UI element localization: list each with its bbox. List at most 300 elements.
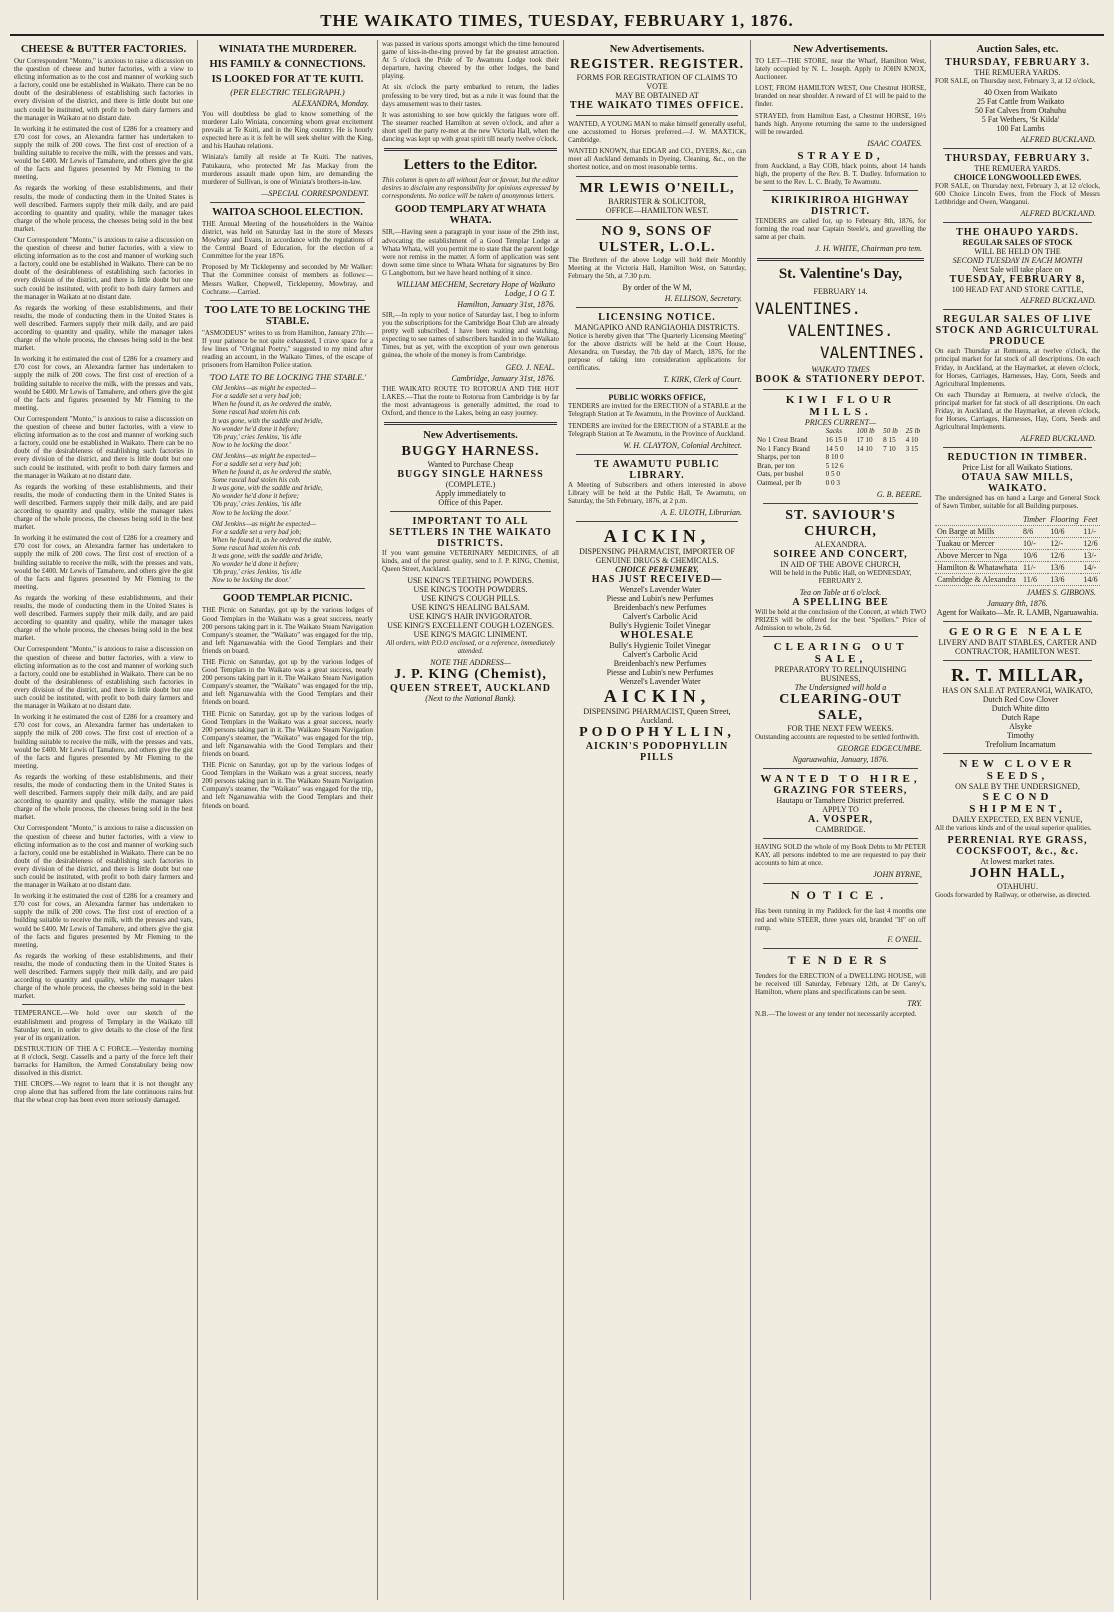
millar-list-item: Alsyke: [1009, 721, 1032, 731]
divider: [210, 300, 365, 301]
king-product-item: USE KING'S EXCELLENT COUGH LOZENGES.: [387, 621, 554, 631]
table-cell: Bran, per ton: [757, 461, 795, 470]
table-cell: [904, 462, 926, 471]
soiree-date: Will be held in the Public Hall, on WEDNESDAY, FEBRUARY 2.: [769, 568, 912, 585]
licensing-heading: LICENSING NOTICE.: [598, 311, 716, 323]
article-paragraph: In working it he estimated the cost of £286 for a creamery and £70 cost for cows, an Alexandra farmer has undertaken to supply the milk of 200 cows. The first cost of erection of a building suitable to receive the milk, with the presses and vats, would be £400. Mr Lewis of Tamahere, and others give the gist of the facts and figures presented by Mr Fleming to the meeting.: [14, 713, 193, 770]
section-heading: New Advertisements.: [423, 429, 518, 441]
aickin-list-item: Wenzel's Lavender Water: [619, 584, 701, 594]
king-address: QUEEN STREET, AUCKLAND: [389, 683, 551, 695]
table-row: [755, 436, 926, 445]
public-works-paragraph: TENDERS are invited for the ERECTION of a STABLE at the Telegraph Station at Te Awamutu, in the Province of Auckland.: [568, 421, 746, 438]
article-paragraph: Our Correspondent "Monto," is anxious to raise a discussion on the question of cheese and butter factories, with a view to elicting information as to the cost and manner of working such a factory, could one be established in Waikato. There can be no doubt of the desirableness of establishing such factories in every division of the district, and there is little doubt but one such could be instituted, with profit to both dairy farmers and the manager in Waikato at no distant date.: [14, 824, 193, 890]
masthead: [10, 6, 1104, 36]
neale-sub: LIVERY AND BAIT STABLES, CARTER AND CONTRACTOR, HAMILTON WEST.: [938, 637, 1097, 656]
table-cell: 11/-: [1081, 525, 1100, 537]
register-heading: REGISTER. REGISTER.: [569, 57, 745, 72]
table-cell: Above Mercer to Nga: [935, 549, 1021, 561]
podophyllin-heading: PODOPHYLLIN,: [579, 724, 735, 740]
notice-signature: F. O'NEIL.: [887, 934, 922, 944]
table-row: [755, 453, 926, 462]
divider: [763, 883, 918, 884]
lodge-heading: NO 9, SONS OF ULSTER, L.O.L.: [598, 223, 716, 255]
clearing-heading: CLEARING OUT SALE,: [773, 641, 908, 666]
table-cell: 14 5 0: [825, 444, 844, 453]
millar-heading: R. T. MILLAR,: [951, 664, 1084, 685]
table-cell: No 1 Fancy Brand: [757, 444, 810, 453]
regular-heading: REGULAR SALES OF STOCK: [962, 238, 1073, 248]
table-cell: [854, 479, 881, 488]
strayed-ad: from Auckland, a Bay COB, black points, about 14 hands high, the property of the Rev. B. T. Dudley. Information to be sent to the Rev. L. C. Brady, Te Awamutu.: [755, 161, 926, 187]
railway-note: Goods forwarded by Railway, or otherwise, as directed.: [935, 890, 1091, 899]
table-cell: [854, 470, 881, 479]
wanted-ad: WANTED, A YOUNG MAN to make himself generally useful, one accustomed to Horses preferred.—J. W. MAXTICK, Cambridge.: [568, 120, 746, 145]
divider: [763, 636, 918, 637]
article-subheading: HIS FAMILY & CONNECTIONS.: [209, 59, 366, 70]
article-paragraph: "ASMODEUS" writes to us from Hamilton, January 27th:—If your patience be not quite exhausted, I crave space for a few lines of "Original Poetry," suggested to my mind after reading an account, in the Waikato Times, of the escape of prisoners from Hamilton Police station.: [202, 328, 373, 370]
column-3: [378, 40, 564, 1600]
section-heading: Auction Sales, etc.: [976, 44, 1059, 55]
lawyer-name: MR LEWIS O'NEILL,: [579, 180, 735, 196]
king-product-item: USE KING'S COUGH PILLS.: [421, 594, 520, 604]
sold-paragraph: HAVING SOLD the whole of my Book Debts to Mr PETER KAY, all persons indebted to me are requested to pay their accounts to him at once.: [755, 843, 926, 868]
ad-line: Wanted to Purchase Cheap: [427, 459, 514, 469]
aickin-list: [568, 641, 746, 686]
king-next: (Next to the National Bank).: [425, 694, 516, 704]
lodge-order: By order of the W M,: [622, 282, 692, 292]
vosper-name: A. VOSPER,: [808, 814, 873, 826]
aickin-perfumery: CHOICE PERFUMERY,: [615, 564, 699, 574]
poem: Old Jenkins—as might be expected— For a saddle set a very bad job; When he found it, as he ordered the stable, Some rascal had stolen his cob. It was gone, with the saddle and bridle, No wonder he'd done it before; 'Oh pray,' cries Jenkins, 'tis idle Now to be locking the door.': [212, 384, 332, 449]
kiwi-sub: PRICES CURRENT—: [804, 418, 877, 428]
ad-line: (COMPLETE.): [445, 479, 496, 489]
sale-place: THE REMUERA YARDS.: [974, 164, 1061, 174]
article-paragraph: THE Picnic on Saturday, got up by the various lodges of Good Templars in the Waikato was a great success, nearly 200 persons taking part in it. The Waikato Steam Navigation Company's steamer, the "Waikato" was engaged for the trip, and left Ngaruawahia with the Good Templars and their friends on board.: [202, 657, 373, 707]
table-cell: 13/6: [1048, 573, 1081, 585]
letter-body: SIR,—Having seen a paragraph in your issue of the 29th inst, advocating the establishment of a Good Templar Lodge at Whata Whata, will you permit me to state that the parent lodge were not remiss in the matter. A form of application was sent down some time since to Whata Whata for signatures by Bro G Langbottom, but we have heard nothing of it since.: [382, 228, 559, 277]
article-paragraph: At six o'clock the party embarked to return, the ladies professing to be very tired, but as a rule it was found that the days amusement was to their tastes.: [382, 83, 559, 108]
divider: [943, 447, 1092, 448]
article-paragraph: It was astonishing to see how quickly the fatigues wore off. The steamer reached Hamilton at seven o'clock, and after a short spell the party re-met at the new Victoria Hall, when the dancing was kept up with great spirit till nearly twelve o'clock.: [382, 110, 559, 144]
valentine-date: FEBRUARY 14.: [813, 287, 868, 297]
licensing-sub: MANGAPIKO AND RANGIAOHIA DISTRICTS.: [574, 322, 740, 332]
licensing-paragraph: Notice is hereby given that "The Quarterly Licensing Meeting" for the above districts will be held at the Court House, Alexandra, on Tuesday, the 7th day of March, 1876, for the purpose of taking into consideration applications for certificates.: [568, 331, 746, 373]
table-cell: 11/-: [1021, 561, 1048, 573]
table-cell: [904, 470, 926, 479]
church-heading: ST. SAVIOUR'S CHURCH,: [785, 507, 896, 539]
table-cell: 14/-: [1081, 561, 1100, 573]
king-product-item: USE KING'S TEETHING POWDERS.: [407, 576, 534, 586]
divider: [576, 454, 738, 455]
table-cell: Oats, per bushel: [757, 470, 804, 479]
table-header-cell: 50 lb: [883, 427, 898, 436]
article-paragraph: THE Picnic on Saturday, got up by the various lodges of Good Templars in the Waikato was a great success, nearly 200 persons taking part in it. The Waikato Steam Navigation Company's steamer, the "Waikato" was engaged for the trip, and left Ngaruawahia with the Good Templars and their friends on board.: [202, 709, 373, 758]
valentines-line: VALENTINES.: [787, 321, 894, 341]
auctioneer: ALFRED BUCKLAND.: [1020, 135, 1096, 145]
article-paragraph: As regards the working of these establishments, and their results, the mode of conducting them in the United States is well described. Farmers supply their milk daily, and are paid according to quantity and quality, while the manager takes charge of the whole process, the cheeses being sold in the best market.: [14, 303, 193, 353]
king-product-item: USE KING'S MAGIC LINIMENT.: [413, 630, 528, 640]
aickin-heading: AICKIN,: [603, 525, 711, 546]
highway-heading: KIRIKIRIROA HIGHWAY DISTRICT.: [771, 195, 910, 218]
ad-line: BUGGY SINGLE HARNESS: [397, 468, 544, 480]
tea-line: Tea on Table at 6 o'clock.: [799, 587, 882, 597]
article-paragraph: THE Annual Meeting of the householders in the Waitoa district, was held on Saturday last in the store of Messrs Mowbray and Evans, in accordance with the regulations of the Central Board of Education, for the election of a Committee for the year 1876.: [202, 219, 373, 261]
article-heading: GOOD TEMPLAR PICNIC.: [222, 593, 353, 605]
table-cell: 17 10: [856, 436, 873, 444]
article-paragraph: Our Correspondent "Monto," is anxious to raise a discussion on the question of cheese and butter factories, with a view to elicting information as to the cost and manner of working such a factory, could one be established in Waikato. There can be no doubt of the desirableness of establishing such factories in every division of the district, and there is little doubt but one such could be instituted, with profit to both dairy farmers and the manager in Waikato at no distant date.: [14, 645, 193, 711]
article-heading: TOO LATE TO BE LOCKING THE STABLE.: [204, 304, 371, 327]
strayed-heading: STRAYED,: [797, 149, 884, 162]
divider: [576, 307, 738, 308]
letters-note: This column is open to all without fear or favour, but the editor desires to disclaim any responsibility for opinions expressed by correspondents. No notice will be taken of anonymous letters.: [382, 176, 559, 201]
kiwi-price-table: [755, 427, 926, 487]
poem-title: 'TOO LATE TO BE LOCKING THE STABLE.': [208, 372, 367, 383]
sold-signature: JOHN BYRNE,: [873, 870, 922, 880]
king-product-item: USE KING'S HEALING BALSAM.: [411, 603, 530, 613]
divider: [943, 309, 1092, 310]
aickin-list-item: Calvert's Carbolic Acid: [622, 649, 698, 659]
spelling-paragraph: Will be held at the conclusion of the Concert, at which TWO PRIZES will be offered for the best "Spellers." Price of Admission to whole, 2s 6d.: [755, 607, 926, 632]
register-obtain: MAY BE OBTAINED AT: [615, 91, 699, 100]
clearing-signature: GEORGE EDGECUMBE.: [837, 744, 922, 754]
table-cell: On Barge at Mills: [935, 525, 1021, 537]
table-cell: [881, 453, 903, 462]
table-cell: 8 15: [883, 436, 896, 444]
divider: [576, 521, 738, 522]
tenders-paragraph: Tenders for the ERECTION of a DWELLING HOUSE, will be received till Saturday, February 12th, at Dr Carey's, Hamilton, where plans and specifications can be seen.: [755, 971, 926, 996]
auctioneer: ALFRED BUCKLAND.: [1020, 434, 1096, 444]
clover-sub: ON SALE BY THE UNDERSIGNED,: [955, 781, 1080, 791]
podophyllin-line: AICKIN'S PODOPHYLLIN PILLS: [585, 740, 729, 763]
column-4: [564, 40, 751, 1600]
sale-list: [935, 88, 1100, 133]
table-cell: 14 10: [856, 444, 873, 453]
highway-paragraph: TENDERS are called for, up to February 8th, 1876, for forming the road near Captain Steele's, and gravelling the same at per chain.: [755, 217, 926, 242]
library-signature: A. E. ULOTH, Librarian.: [660, 507, 742, 517]
article-heading: WINIATA THE MURDERER.: [218, 44, 357, 55]
table-cell: 0 0 3: [825, 478, 840, 487]
library-paragraph: A Meeting of Subscribers and others interested in above Library will be held at the Public Hall, Te Awamutu, on Saturday, the 5th February, 1876, at 2 p.m.: [568, 480, 746, 505]
divider: [943, 660, 1092, 661]
table-cell: Hamilton & Whatawhata: [935, 561, 1021, 573]
letter-signature: GEO. J. NEAL.: [505, 362, 555, 372]
table-cell: [881, 470, 903, 479]
sawmill-name: OTAUA SAW MILLS, WAIKATO.: [961, 472, 1074, 495]
millar-list-item: Dutch White ditto: [991, 703, 1050, 713]
column-1: [10, 40, 198, 1600]
cocksfoot: COCKSFOOT, &c., &c.: [956, 845, 1079, 857]
strayed-ad: STRAYED, from Hamilton East, a Chestnut HORSE, 16½ hands high. Anyone returning the same to the undersigned will be rewarded.: [755, 111, 926, 136]
public-works-paragraph: TENDERS are invited for the ERECTION of a STABLE at the Telegraph Station at Te Awamutu, in the Province of Auckland.: [568, 402, 746, 419]
regular-sales-paragraph: On each Thursday at Remuera, at twelve o'clock, the principal market for fat stock of all descriptions. On each Friday, in Auckland, at the Haymarket, at eleven o'clock, for Horses, Carriages, Harnesses, Hay, Corn, Seeds and Agricultural Implements.: [935, 347, 1100, 388]
grazing-heading: GRAZING FOR STEERS,: [773, 785, 908, 797]
depot-name: WAIKATO TIMES: [811, 365, 870, 375]
valentines-line: VALENTINES.: [820, 343, 926, 363]
letter-date: Cambridge, January 31st, 1876.: [451, 373, 555, 383]
aickin-list-item: Bully's Hygienic Toilet Vinegar: [609, 640, 711, 650]
king-products-list: [382, 576, 559, 639]
table-cell: 10/6: [1048, 525, 1081, 537]
article-paragraph: Winiata's family all reside at Te Kuiti. The natives, Patukaura, who protected Mr Jas Mackay from the murderous assault made upon him, are demanding the murderer of Sullivan, is one of Winiata's brothers-in-law.: [202, 153, 373, 186]
timber-price-table: [935, 514, 1100, 586]
poem: Old Jenkins—as might be expected— For a saddle set a very bad job; When he found it, as he ordered the stable, Some rascal had stolen his cob. It was gone, with the saddle and bridle, No wonder he'd done it before; 'Oh pray,' cries Jenkins, 'tis idle Now to be locking the door.': [212, 519, 332, 585]
will-be: WILL BE HELD ON THE: [974, 247, 1061, 257]
column-6: [931, 40, 1104, 1600]
orders-note: All orders, with P.O.O enclosed, or a reference, immediately attended.: [386, 639, 555, 656]
article-paragraph: As regards the working of these establishments, and their results, the mode of conducting them in the United States is well described. Farmers supply their milk daily, and are paid according to quantity and quality, while the manager takes charge of the whole process, the cheeses being sold in the best market.: [14, 184, 193, 233]
rye-grass: PERRENIAL RYE GRASS,: [947, 834, 1088, 846]
clearing-date: Ngaruawahia, January, 1876.: [792, 755, 889, 765]
article-paragraph: THE Picnic on Saturday, got up by the various lodges of Good Templars in the Waikato was a great success, nearly 200 persons taking part in it. The Waikato Steam Navigation Company's steamer, the "Waikato" was engaged for the trip, and left Ngaruawahia with the Good Templars and their friends on board.: [202, 761, 373, 810]
divider: [390, 511, 551, 512]
news-item-temperance: TEMPERANCE.—We hold over our sketch of the establishment and progress of Templary in the Waikato till Saturday next, in order to give details to the close of the first year of its organization.: [14, 1009, 193, 1042]
lodge-paragraph: The Brethren of the above Lodge will hold their Monthly Meeting at the Victoria Hall, Hamilton West, on Saturday, February the 5th, at 7.30 p.m.: [568, 255, 746, 280]
wholesale-heading: WHOLESALE: [619, 629, 695, 641]
article-paragraph: Our Correspondent "Monto," is anxious to raise a discussion on the question of cheese and butter factories, with a view to elicting information as to the cost and manner of working such a factory, could one be established in Waikato. There can be no doubt of the desirableness of establishing such factories in every division of the district, and there is little doubt but one such could be instituted, with profit to both dairy farmers and the manager in Waikato at no distant date.: [14, 414, 193, 480]
licensing-signature: T. KIRK, Clerk of Court.: [663, 375, 742, 385]
table-header-cell: 25 lb: [905, 427, 921, 436]
tuesday: TUESDAY, FEBRUARY 8,: [949, 274, 1086, 286]
king-name: J. P. KING (Chemist),: [394, 667, 547, 683]
table-cell: [881, 479, 903, 488]
aickin-name: AICKIN,: [603, 685, 711, 706]
table-cell: 14/6: [1081, 573, 1100, 585]
divider: [576, 176, 738, 177]
yards-heading: THE OHAUPO YARDS.: [956, 227, 1079, 239]
divider: [943, 148, 1092, 149]
table-cell: [854, 462, 881, 471]
millar-sub: HAS ON SALE AT PATERANGI, WAIKATO,: [942, 685, 1093, 695]
to-let-ad: TO LET—THE STORE, near the Wharf, Hamilton West, lately occupied by N. L. Joseph. Apply to JOHN KNOX, Auctioneer.: [755, 57, 926, 82]
millar-list-item: Trefolium Incarnatum: [985, 739, 1056, 749]
sale-paragraph: FOR SALE, on Thursday next, February 3, at 12 o'clock,: [935, 77, 1095, 85]
news-item-force: DESTRUCTION OF THE A C FORCE.—Yesterday morning at 8 o'clock, Sergt. Cassells and a party of the force left their barracks for Hamilton, the Armed Constabulary being now dissolved in this district.: [14, 1044, 193, 1078]
clearing-under: The Undersigned will hold a: [794, 683, 887, 693]
divider: [943, 753, 1092, 754]
sale-date: THURSDAY, FEBRUARY 3.: [944, 153, 1091, 165]
news-item-crops: THE CROPS.—We regret to learn that it is not thought any crop alone that has suffered from the late continuous rains but that the wheat crop has been even more seriously damaged.: [14, 1080, 193, 1105]
regular-sales-paragraph: On each Thursday at Remuera, at twelve o'clock, the principal market for fat stock of all descriptions. On each Friday, in Auckland, at the Haymarket, at eleven o'clock, for Horses, Carriages, Harnesses, Hay, Corn, Seeds and Agricultural Implements.: [935, 390, 1100, 432]
poem: Old Jenkins—as might be expected— For a saddle set a very bad job; When he found it, as he ordered the stable, Some rascal had stolen his cob. It was gone, with the saddle and bridle, No wonder he'd done it before; 'Oh pray,' cries Jenkins, 'tis idle Now to be locking the door.': [212, 451, 332, 517]
lost-ad: LOST, FROM HAMILTON WEST, One Chestnut HORSE, branded on near shoulder. A reward of £1 will be paid to the finder.: [755, 84, 926, 109]
sale-paragraph: FOR SALE, on Thursday next, February 3, at 12 o'clock, 600 Choice Lincoln Ewes, from the Flock of Messrs Lethbridge and Owen, Wanganui.: [935, 182, 1100, 207]
lodge-signature: H. ELLISON, Secretary.: [664, 293, 742, 303]
valentine-heading: St. Valentine's Day,: [778, 266, 903, 283]
sale-list-item: 5 Fat Wethers, 'St Kilda': [981, 115, 1060, 125]
tenders-signature: TRY.: [907, 998, 922, 1008]
article-paragraph: As regards the working of these establishments, and their results, the mode of conducting them in the United States is well described. Farmers supply their milk daily, and are paid according to quantity and quality, while the manager takes charge of the whole process, the cheeses being sold in the best market.: [14, 593, 193, 643]
divider: [210, 202, 365, 203]
depot-title: BOOK & STATIONERY DEPOT.: [755, 374, 926, 386]
lowest-rates: At lowest market rates.: [980, 856, 1055, 866]
clover-heading: NEW CLOVER SEEDS,: [959, 757, 1076, 782]
table-row: [755, 445, 926, 454]
buggy-heading: BUGGY HARNESS.: [401, 443, 540, 459]
table-cell: No 1 Crest Brand: [757, 436, 808, 444]
table-cell: 13/6: [1048, 561, 1081, 573]
article-paragraph: Our Correspondent "Monto," is anxious to raise a discussion on the question of cheese and butter factories, with a view to elicting information as to the cost and manner of working such a factory, could one be established in Waikato. There can be no doubt of the desirableness of establishing such factories in every division of the district, and there is little doubt but one such could be instituted, with profit to both dairy farmers and the manager in Waikato at no distant date.: [14, 235, 193, 301]
all-kinds: All the various kinds and of the usual superior qualities.: [935, 823, 1092, 832]
table-cell: 10/6: [1021, 549, 1048, 561]
table-header-cell: [755, 427, 824, 436]
hall-place: OTAHUHU.: [997, 881, 1038, 891]
article-paragraph: THE WAIKATO ROUTE TO ROTORUA AND THE HOT LAKES.—That the route to Rotorua from Cambridge is by far the most advantageous is generally admitted, the road to Oxford, and thence to the Lakes, being an easy journey.: [382, 384, 559, 417]
article-paragraph: Our Correspondent "Monto," is anxious to raise a discussion on the question of cheese and butter factories, with a view to elicting information as to the cost and manner of working such a factory, could one be established in Waikato. There can be no doubt of the desirableness of establishing such factories in every division of the district, and there is little doubt but one such could be instituted, with profit to both dairy farmers and the manager in Waikato at no distant date.: [14, 57, 193, 122]
timber-signature: JAMES S. GIBBONS.: [1026, 587, 1096, 597]
public-works-heading: PUBLIC WORKS OFFICE,: [608, 393, 706, 403]
table-cell: 8/6: [1021, 525, 1048, 537]
table-cell: Sharps, per ton: [757, 453, 801, 462]
sale-list-item: 40 Oxen from Waikato: [983, 88, 1058, 98]
table-row: [935, 525, 1100, 537]
sale-place: THE REMUERA YARDS.: [974, 68, 1061, 77]
table-cell: 4 10: [905, 436, 919, 444]
table-cell: 0 5 0: [825, 470, 840, 479]
apply-to: APPLY TO: [822, 805, 859, 815]
divider: [22, 1004, 185, 1005]
table-cell: 12/6: [1048, 549, 1081, 561]
article-paragraph: In working it he estimated the cost of £286 for a creamery and £70 cost for cows, an Alexandra farmer has undertaken to supply the milk of 200 cows. The first cost of erection of a building suitable to receive the milk, with the presses and vats, would be £400. Mr Lewis of Tamahere, and others give the gist of the facts and figures presented by Mr Fleming to the meeting.: [14, 355, 193, 412]
table-cell: Oatmeal, per lb: [757, 478, 802, 487]
article-heading: WAITOA SCHOOL ELECTION.: [212, 206, 363, 218]
table-row: [755, 462, 926, 471]
divider: [763, 768, 918, 769]
address-note: NOTE THE ADDRESS—: [430, 658, 511, 668]
article-heading: CHEESE & BUTTER FACTORIES.: [20, 44, 187, 55]
aickin-address: DISPENSING PHARMACIST, Queen Street, Auckland.: [583, 706, 731, 725]
king-product-item: USE KING'S TOOTH POWDERS.: [413, 585, 528, 595]
article-paragraph: THE Picnic on Saturday, got up by the various lodges of Good Templars in the Waikato was a great success, nearly 200 persons taking part in it. The Waikato Steam Navigation Company's steamer, the "Waikato" was engaged for the trip, and left Ngaruawahia with the Good Templars and their friends on board.: [202, 606, 373, 655]
timber-heading: REDUCTION IN TIMBER.: [947, 452, 1088, 464]
table-row: [935, 549, 1100, 561]
next-sale: Next Sale will take place on: [972, 265, 1063, 275]
divider: [384, 148, 557, 151]
aickin-list-item: Calvert's Carbolic Acid: [622, 611, 698, 621]
timber-sub: Price List for all Waikato Stations.: [962, 463, 1073, 473]
grazing-place: Hautapu or Tamahere District preferred.: [776, 796, 905, 806]
wanted-ad: WANTED KNOWN, that EDGAR and CO., DYERS, &c., can meet all Auckland demands in Dyeing, Cleaning, &c., on the shortest notice, and on most reasonable terms.: [568, 147, 746, 172]
sale-title: CHOICE LONGWOOLLED EWES.: [953, 173, 1082, 183]
millar-list-item: Timothy: [1006, 730, 1035, 740]
spelling-heading: A SPELLING BEE: [792, 596, 889, 608]
lawyer-title: BARRISTER & SOLICITOR,: [608, 196, 706, 206]
table-cell: [904, 479, 926, 488]
hall-name: JOHN HALL,: [969, 865, 1066, 881]
divider: [763, 190, 918, 191]
sale-list-item: 100 Fat Lambs: [996, 124, 1045, 134]
sale-list-item: 50 Fat Calves from Otahuhu: [974, 106, 1067, 116]
letter-signature: WILLIAM MECHEM, Secretary Hope of Waikato Lodge, I O G T.: [396, 279, 555, 298]
article-paragraph: As regards the working of these establishments, and their results, the mode of conducting them in the United States is well described. Farmers supply their milk daily, and are paid according to quantity and quality, while the manager takes charge of the whole process, the cheeses being sold in the best market.: [14, 951, 193, 1001]
aickin-list-item: Breidenbach's new Perfumes: [613, 602, 707, 612]
notice-paragraph: Has been running in my Paddock for the last 4 months one red and white STEER, three years old, branded "H" on off rump.: [755, 907, 926, 932]
table-cell: [904, 453, 926, 462]
table-row: [755, 470, 926, 479]
table-cell: 5 12 6: [825, 461, 844, 470]
clearing-for: FOR THE NEXT FEW WEEKS.: [787, 724, 894, 734]
article-paragraph: was passed in various sports amongst which the time honoured game of kiss-in-the-ring proved by far the greatest attraction. At 5 o'clock the Pride of Te Awamutu Lodge took their departure, having cheered by the other lodges, the band playing.: [382, 40, 559, 81]
wanted-hire-heading: WANTED TO HIRE,: [760, 773, 921, 786]
divider: [943, 621, 1092, 622]
section-heading: New Advertisements.: [793, 44, 888, 55]
column-2: [198, 40, 378, 1600]
divider: [763, 389, 918, 390]
divider: [763, 503, 918, 504]
signature: —SPECIAL CORRESPONDENT.: [261, 188, 369, 198]
auctioneer: ALFRED BUCKLAND.: [1020, 209, 1096, 219]
ad-line: Apply immediately to: [435, 488, 506, 498]
clearing-sub: PREPARATORY TO RELINQUISHING BUSINESS,: [774, 665, 907, 684]
table-header-cell: [935, 514, 1021, 526]
public-works-signature: W. H. CLAYTON, Colonial Architect.: [623, 440, 742, 450]
millar-list: [935, 695, 1100, 749]
soiree-heading: SOIREE AND CONCERT,: [773, 548, 908, 560]
columns: [10, 40, 1104, 1600]
second-shipment: SECOND SHIPMENT,: [969, 790, 1066, 815]
table-cell: 8 10 0: [825, 453, 844, 462]
table-cell: [881, 462, 903, 471]
timber-date: January 8th, 1876.: [987, 598, 1048, 608]
section-heading: New Advertisements.: [609, 44, 705, 55]
millar-list-item: Dutch Rape: [1001, 712, 1040, 722]
divider: [943, 222, 1092, 223]
article-paragraph: In working it he estimated the cost of £286 for a creamery and £70 cost for cows, an Alexandra farmer has undertaken to supply the milk of 200 cows. The first cost of erection of a building suitable to receive the milk, with the presses and vats, would be £400. Mr Lewis of Tamahere, and others give the gist of the facts and figures presented by Mr Fleming to the meeting.: [14, 534, 193, 591]
telegraph-line: (PER ELECTRIC TELEGRAPH.): [230, 87, 345, 97]
article-paragraph: As regards the working of these establishments, and their results, the mode of conducting them in the United States is well described. Farmers supply their milk daily, and are paid according to quantity and quality, while the manager takes charge of the whole process, the cheeses being sold in the best market.: [14, 482, 193, 532]
aickin-list: [568, 585, 746, 630]
aickin-list-item: Bully's Hygienic Toilet Vinegar: [609, 620, 711, 630]
library-heading: TE AWAMUTU PUBLIC LIBRARY.: [594, 458, 720, 481]
clearing-big: CLEARING-OUT SALE,: [779, 692, 902, 724]
article-paragraph: Proposed by Mr Ticklepenny and seconded by Mr Walker: That the Committee consist of members as follows:—Messrs Walker, Chepwell, Ticklepenny, Mowbray, and Cochrane.—Carried.: [202, 263, 373, 296]
tenders-note: N.B.—The lowest or any tender not necessarily accepted.: [755, 1009, 917, 1018]
letters-heading: Letters to the Editor.: [403, 157, 538, 174]
valentines-line: VALENTINES.: [755, 299, 861, 319]
table-cell: 12/-: [1048, 537, 1081, 549]
article-paragraph: As regards the working of these establishments, and their results, the mode of conducting them in the United States is well described. Farmers supply their milk daily, and are paid according to quantity and quality, while the manager takes charge of the whole process, the cheeses being sold in the best market.: [14, 772, 193, 822]
regular-sales-heading: REGULAR SALES OF LIVE STOCK AND AGRICULTURAL PRODUCE: [935, 314, 1100, 348]
millar-list-item: Dutch Red Cow Clover: [982, 694, 1059, 704]
masthead-title: THE WAIKATO TIMES, TUESDAY, FEBRUARY 1, 1876.: [320, 11, 794, 30]
article-paragraph: You will doubtless be glad to know something of the murderer Lalo Winiata, concerning whom great excitement prevails at Te Kuiti, and in the King country. He is hourly expected here as it is felt he will seek shelter with the King, and his Hauhau relations.: [202, 110, 373, 151]
table-header-cell: Flooring: [1048, 514, 1081, 526]
sale-date: THURSDAY, FEBRUARY 3.: [944, 57, 1091, 68]
notice-heading: NOTICE.: [790, 888, 891, 903]
table-header-cell: Timber: [1021, 514, 1048, 526]
table-cell: 13/-: [1081, 549, 1100, 561]
church-place: ALEXANDRA.: [814, 539, 867, 549]
timber-paragraph: The undersigned has on hand a Large and General Stock of Sawn Timber, suitable for all Building purposes.: [935, 494, 1100, 511]
table-cell: 3 15: [905, 444, 919, 453]
auctioneer: ALFRED BUCKLAND.: [1020, 296, 1096, 306]
table-header-cell: Sacks: [825, 427, 842, 436]
buggy-ad: [382, 444, 559, 507]
letter-body: SIR,—In reply to your notice of Saturday last, I beg to inform you the subscriptions for the Cambridge Boat Club are already pretty well subscribed. I have been waiting and watching, expecting to see names of subscribers handed in to the Waikato Times, but as yet, with the exception of your own generous guinea, the whole of the money is from Cambridge.: [382, 310, 559, 360]
table-cell: 16 15 0: [825, 436, 848, 444]
divider: [210, 588, 365, 589]
ad-paragraph: If you want genuine VETERINARY MEDICINES, of all kinds, and of the purest quality, send to J. P. KING, Chemist, Queen Street, Auckland.: [382, 548, 559, 574]
divider: [576, 388, 738, 389]
aickin-list-item: Breidenbach's new Perfumes: [613, 658, 707, 668]
table-cell: Cambridge & Alexandra: [935, 573, 1021, 585]
ad-line: Office of this Paper.: [438, 497, 503, 507]
divider: [576, 115, 738, 116]
table-cell: Tuakau or Mercer: [935, 537, 1021, 549]
clearing-paragraph: Outstanding accounts are requested to be settled forthwith.: [755, 733, 920, 742]
article-paragraph: In working it he estimated the cost of £286 for a creamery and £70 cost for cows, an Alexandra farmer has undertaken to supply the milk of 200 cows. The first cost of erection of a building suitable to receive the milk, with the presses and vats, would be £400. Mr Lewis of Tamahere, and others give the gist of the facts and figures presented by Mr Fleming to the meeting.: [14, 124, 193, 182]
register-office: THE WAIKATO TIMES OFFICE.: [569, 100, 745, 111]
dateline: ALEXANDRA, Monday.: [292, 99, 369, 108]
